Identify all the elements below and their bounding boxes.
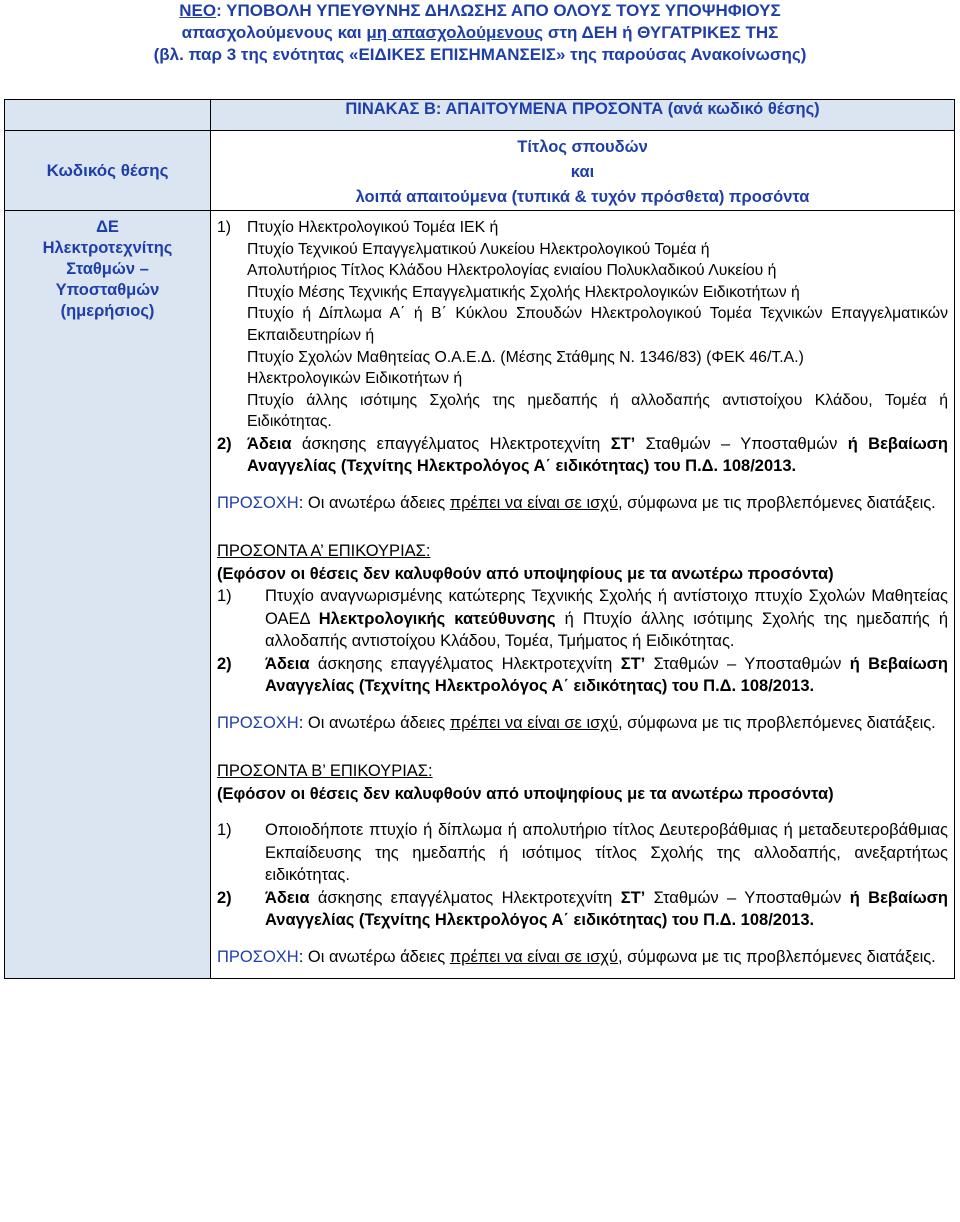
col-header-qualifications: Τίτλος σπουδών και λοιπά απαιτούμενα (τυπικά & τυχόν πρόσθετα) προσόντα [211, 131, 955, 211]
header-line-3: (βλ. παρ 3 της ενότητας «ΕΙΔΙΚΕΣ ΕΠΙΣΗΜΑΝΣΕΙΣ» της παρούσας Ανακοίνωσης) [153, 45, 807, 64]
aux-b-item-2: 2) Άδεια άσκησης επαγγέλματος Ηλεκτροτεχνίτη ΣΤ’ Σταθμών – Υποσταθμών ή Βεβαίωση Αναγγελίας (Τεχνίτης Ηλεκτρολόγος Α΄ ειδικότητας) του Π.Δ. 108/2013. [217, 888, 949, 930]
aux-a-item-1: 1) Πτυχίο αναγνωρισμένης κατώτερης Τεχνικής Σχολής ή αντίστοιχο πτυχίο Σχολών Μαθητείας ΟΑΕΔ Ηλεκτρολογικής κατεύθυνσης ή Πτυχίο άλλης ισότιμης Σχολής της ημεδαπής ή αλλοδαπής αντιστοίχου Κλάδου, Τομέα, Τμήματος ή Ειδικότητας. [217, 587, 948, 651]
main-qual-item-2: 2) Άδεια άσκησης επαγγέλματος Ηλεκτροτεχνίτη ΣΤ’ Σταθμών – Υποσταθμών ή Βεβαίωση Αναγγελίας (Τεχνίτης Ηλεκτρολόγος Α΄ ειδικότητας) του Π.Δ. 108/2013. [217, 434, 949, 476]
main-qual-line: Πτυχίο άλλης ισότιμης Σχολής της ημεδαπής ή αλλοδαπής αντιστοίχου Κλάδου, Τομέα ή Ειδικότητας. [247, 391, 948, 431]
main-qual-line: Πτυχίο Τεχνικού Επαγγελματικού Λυκείου Ηλεκτρολογικού Τομέα ή [247, 240, 710, 258]
qualifications-cell [211, 211, 955, 979]
main-qual-line: Απολυτήριος Τίτλος Κλάδου Ηλεκτρολογίας ενιαίου Πολυκλαδικού Λυκείου ή [247, 262, 777, 280]
aux-a-condition: (Εφόσον οι θέσεις δεν καλυφθούν από υποψηφίους με τα ανωτέρω προσόντα) [217, 564, 834, 583]
main-qual-line: Πτυχίο ή Δίπλωμα Α΄ ή Β΄ Κύκλου Σπουδών Ηλεκτρολογικού Τομέα Τεχνικών Επαγγελματικών Εκπαιδευτηρίων ή [247, 305, 948, 344]
main-qual-line: Πτυχίο Μέσης Τεχνικής Επαγγελματικής Σχολής Ηλεκτρολογικών Ειδικοτήτων ή [247, 283, 800, 301]
notice-main: ΠΡΟΣΟΧΗ: Οι ανωτέρω άδειες πρέπει να είναι σε ισχύ, σύμφωνα με τις προβλεπόμενες διατάξεις. [217, 493, 936, 512]
notice-aux-a: ΠΡΟΣΟΧΗ: Οι ανωτέρω άδειες πρέπει να είναι σε ισχύ, σύμφωνα με τις προβλεπόμενες διατάξεις. [217, 713, 936, 732]
position-code-cell: ΔΕ Ηλεκτροτεχνίτης Σταθμών – Υποσταθμών (ημερήσιος) [5, 211, 211, 979]
header-line-2: απασχολούμενους και μη απασχολούμενους στη ΔΕΗ ή ΘΥΓΑΤΡΙΚΕΣ ΤΗΣ [181, 23, 779, 42]
new-label: ΝΕΟ [179, 1, 217, 20]
aux-b-title: ΠΡΟΣΟΝΤΑ Β’ ΕΠΙΚΟΥΡΙΑΣ: [217, 762, 433, 781]
header-line-1: ΝΕΟ: ΥΠΟΒΟΛΗ ΥΠΕΥΘΥΝΗΣ ΔΗΛΩΣΗΣ ΑΠΟ ΟΛΟΥΣ ΤΟΥΣ ΥΠΟΨΗΦΙΟΥΣ [179, 1, 781, 20]
aux-a-item-2: 2) Άδεια άσκησης επαγγέλματος Ηλεκτροτεχνίτη ΣΤ’ Σταθμών – Υποσταθμών ή Βεβαίωση Αναγγελίας (Τεχνίτης Ηλεκτρολόγος Α΄ ειδικότητας) του Π.Δ. 108/2013. [217, 654, 949, 696]
notice-aux-b: ΠΡΟΣΟΧΗ: Οι ανωτέρω άδειες πρέπει να είναι σε ισχύ, σύμφωνα με τις προβλεπόμενες διατάξεις. [217, 947, 936, 966]
main-qual-line: Πτυχίο Ηλεκτρολογικού Τομέα ΙΕΚ ή [247, 219, 499, 236]
table-corner-cell [5, 100, 211, 131]
col-header-position-code: Κωδικός θέσης [5, 131, 211, 211]
qualifications-table [4, 99, 955, 979]
aux-b-condition: (Εφόσον οι θέσεις δεν καλυφθούν από υποψηφίους με τα ανωτέρω προσόντα) [217, 784, 834, 803]
main-qual-item-1: 1) Πτυχίο Ηλεκτρολογικού Τομέα ΙΕΚ ή Πτυχίο Τεχνικού Επαγγελματικού Λυκείου Ηλεκτρολογικού Τομέα ή Απολυτήριος Τίτλος Κλάδου Ηλεκτρολογίας ενιαίου Πολυκλαδικού Λυκείου ή Πτυχίο Μέσης Τεχνικής Επαγγελματικής Σχολής Ηλεκτρολογικών Ειδικοτήτων ή Πτυχίο ή Δίπλωμα Α΄ ή Β΄ Κύκλου Σπουδών Ηλεκτρολογικού Τομέα Τεχνικών Επαγγελματικών Εκπαιδευτηρίων ή Πτυχίο Σχολών Μαθητείας Ο.Α.Ε.Δ. (Μέσης Στάθμης Ν. 1346/83) (ΦΕΚ 46/Τ.Α.) [217, 217, 948, 368]
main-qual-line: Πτυχίο Σχολών Μαθητείας Ο.Α.Ε.Δ. (Μέσης Στάθμης Ν. 1346/83) (ΦΕΚ 46/Τ.Α.) [247, 348, 804, 366]
aux-b-item-1: 1) Οποιοδήποτε πτυχίο ή δίπλωμα ή απολυτήριο τίτλος Δευτεροβάθμιας ή μεταδευτεροβάθμιας Εκπαίδευσης της ημεδαπής ή ισότιμος τίτλος Σχολής της αλλοδαπής, ανεξαρτήτως ειδικότητας. [217, 821, 948, 885]
table-title: ΠΙΝΑΚΑΣ Β: ΑΠΑΙΤΟΥΜΕΝΑ ΠΡΟΣΟΝΤΑ (ανά κωδικό θέσης) [211, 100, 955, 131]
document-header [0, 0, 960, 66]
main-qual-line: Ηλεκτρολογικών Ειδικοτήτων ή [247, 370, 463, 388]
aux-a-title: ΠΡΟΣΟΝΤΑ Α’ ΕΠΙΚΟΥΡΙΑΣ: [217, 542, 431, 561]
